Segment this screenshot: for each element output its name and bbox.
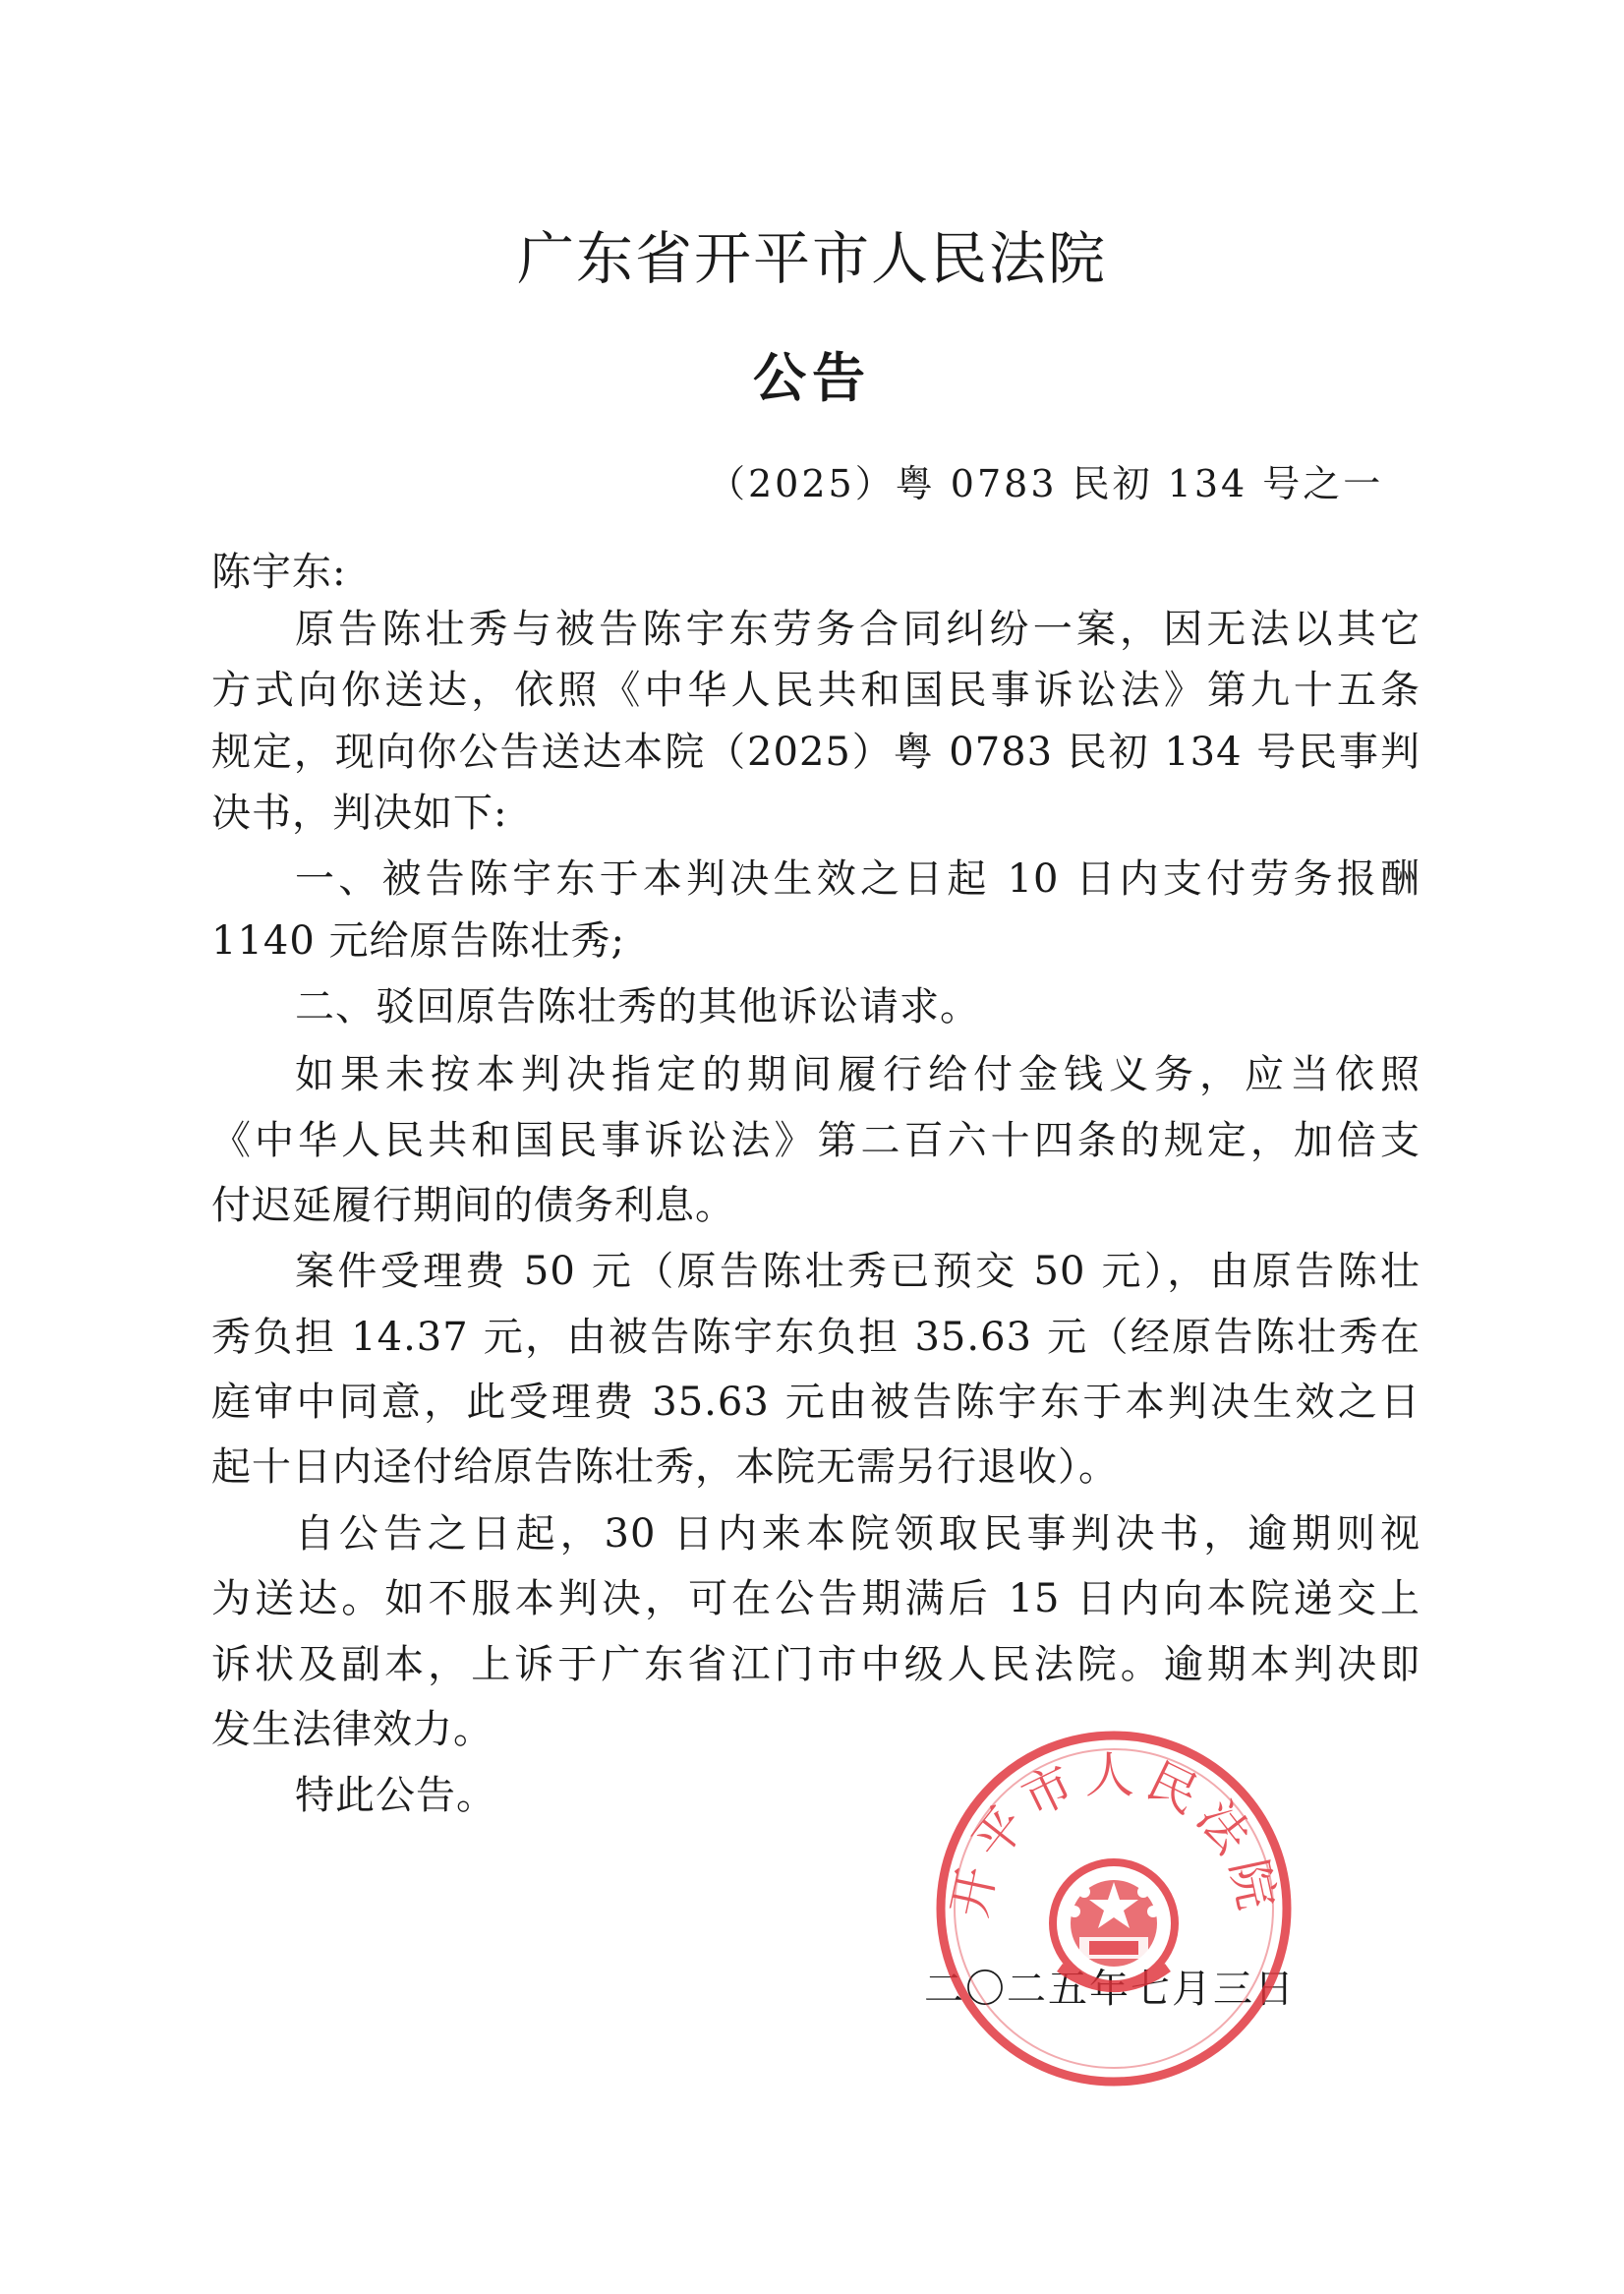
fee-line: 庭审中同意，此受理费 35.63 元由被告陈宇东于本判决生效之日 — [211, 1380, 1421, 1425]
issue-date: 二〇二五年七月三日 — [924, 1967, 1296, 2012]
body-line: 方式向你送达，依照《中华人民共和国民事诉讼法》第九十五条 — [211, 668, 1421, 713]
body-line: 规定，现向你公告送达本院（2025）粤 0783 民初 134 号民事判 — [211, 730, 1421, 775]
body-line: 《中华人民共和国民事诉讼法》第二百六十四条的规定，加倍支 — [211, 1118, 1421, 1163]
service-line: 发生法律效力。 — [211, 1707, 493, 1752]
body-line: 原告陈壮秀与被告陈宇东劳务合同纠纷一案，因无法以其它 — [295, 607, 1421, 652]
service-line: 为送达。如不服本判决，可在公告期满后 15 日内向本院递交上 — [211, 1576, 1421, 1621]
body-line: 如果未按本判决指定的期间履行给付金钱义务，应当依照 — [295, 1052, 1421, 1097]
fee-line: 秀负担 14.37 元，由被告陈宇东负担 35.63 元（经原告陈壮秀在 — [211, 1315, 1421, 1360]
fee-line: 起十日内迳付给原告陈壮秀，本院无需另行退收）。 — [211, 1444, 1119, 1490]
national-emblem-icon — [1053, 1862, 1175, 1987]
fee-line: 案件受理费 50 元（原告陈壮秀已预交 50 元），由原告陈壮 — [295, 1249, 1421, 1294]
court-seal — [932, 1727, 1296, 2090]
body-line: 付迟延履行期间的债务利息。 — [211, 1183, 735, 1228]
service-line: 自公告之日起，30 日内来本院领取民事判决书，逾期则视 — [295, 1511, 1421, 1557]
judgment-item-1: 一、被告陈宇东于本判决生效之日起 10 日内支付劳务报酬 — [295, 856, 1421, 902]
judgment-item-2: 二、驳回原告陈壮秀的其他诉讼请求。 — [295, 984, 980, 1029]
case-number: （2025）粤 0783 民初 134 号之一 — [708, 462, 1384, 505]
addressee: 陈宇东: — [211, 550, 347, 595]
body-line: 决书，判决如下: — [211, 791, 508, 836]
seal-text: 开平市人民法院 — [940, 1746, 1288, 1922]
service-line: 诉状及副本，上诉于广东省江门市中级人民法院。逾期本判决即 — [211, 1642, 1421, 1687]
closing-line: 特此公告。 — [295, 1773, 496, 1818]
court-name: 广东省开平市人民法院 — [516, 225, 1107, 292]
document-title: 公告 — [753, 347, 871, 409]
body-line: 1140 元给原告陈壮秀; — [211, 918, 625, 964]
